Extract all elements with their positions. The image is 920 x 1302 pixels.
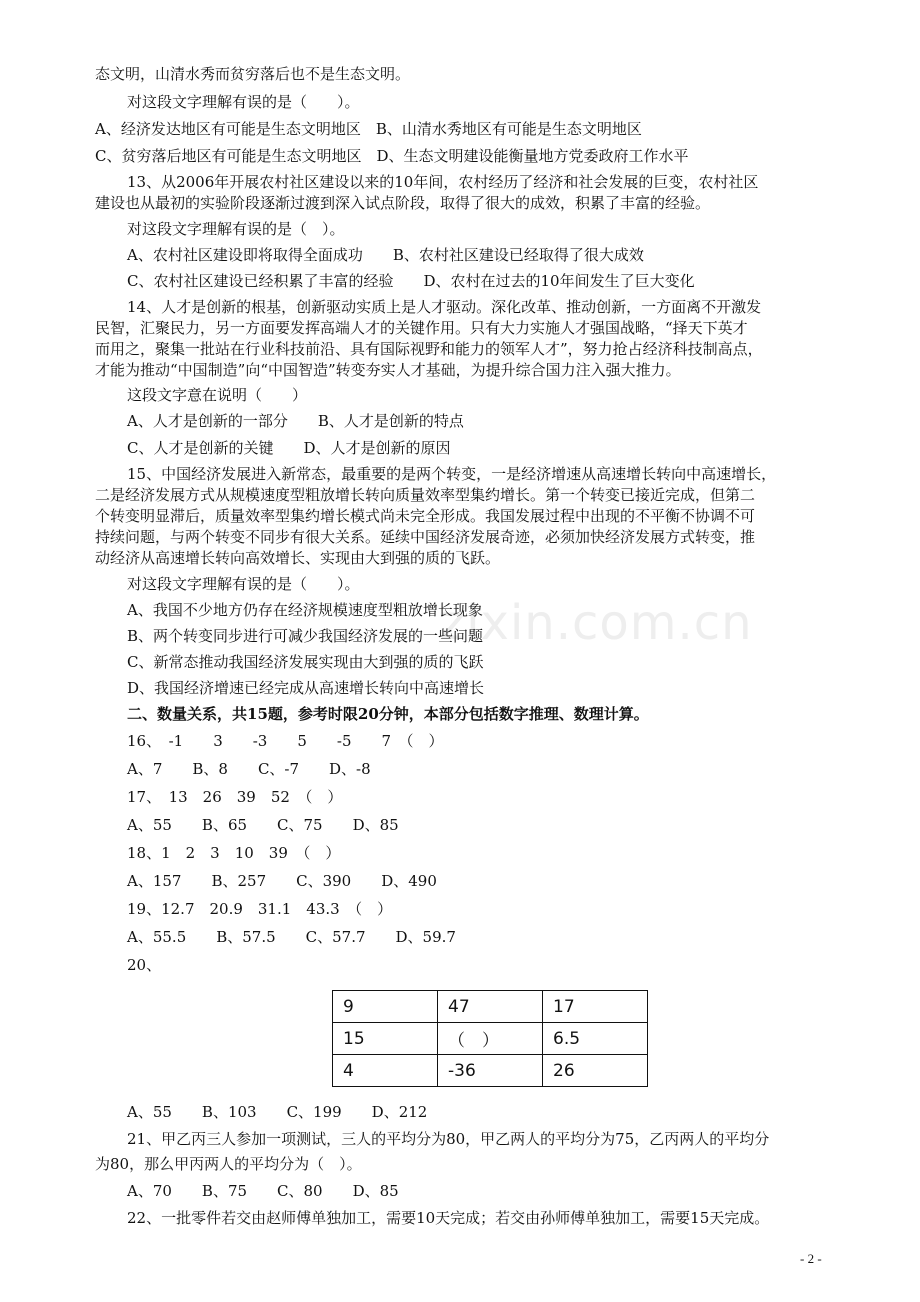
question-text: 16、 -1 3 -3 5 -5 7 （ ） [127, 732, 444, 750]
answer-options: A、55 B、65 C、75 D、85 [127, 816, 399, 834]
text-line: 民智，汇聚民力，另一方面要发挥高端人才的关键作用。只有大力实施人才强国战略，“择天下英才 [95, 319, 748, 337]
question-text: 22、一批零件若交由赵师傅单独加工，需要10天完成；若交由孙师傅单独加工，需要15天完成。 [127, 1209, 770, 1227]
table-cell: 6.5 [543, 1023, 648, 1055]
table-row [333, 1055, 648, 1087]
answer-options: A、人才是创新的一部分 B、人才是创新的特点 [127, 412, 464, 430]
question-prompt: 这段文字意在说明（ ） [127, 386, 308, 404]
question-prompt: 对这段文字理解有误的是（ ）。 [127, 93, 360, 111]
question-prompt: 对这段文字理解有误的是（ ）。 [127, 220, 345, 238]
answer-options: C、农村社区建设已经积累了丰富的经验 D、农村在过去的10年间发生了巨大变化 [127, 272, 695, 290]
answer-options: C、人才是创新的关键 D、人才是创新的原因 [127, 439, 451, 457]
answer-option: D、我国经济增速已经完成从高速增长转向中高速增长 [127, 679, 485, 697]
text-line: 为80，那么甲丙两人的平均分为（ ）。 [95, 1155, 362, 1173]
text-line: 建设也从最初的实验阶段逐渐过渡到深入试点阶段，取得了很大的成效，积累了丰富的经验。 [95, 194, 711, 212]
answer-option: A、我国不少地方仍存在经济规模速度型粗放增长现象 [127, 601, 483, 619]
text-line: 态文明，山清水秀而贫穷落后也不是生态文明。 [95, 65, 411, 83]
table-row [333, 991, 648, 1023]
table-cell: 4 [333, 1055, 438, 1087]
answer-options: A、70 B、75 C、80 D、85 [127, 1182, 399, 1200]
question-text: 18、1 2 3 10 39 （ ） [127, 844, 341, 862]
question-text: 17、 13 26 39 52 （ ） [127, 788, 343, 806]
table-cell: 17 [543, 991, 648, 1023]
answer-options: A、经济发达地区有可能是生态文明地区 B、山清水秀地区有可能是生态文明地区 [95, 120, 642, 138]
question-text: 13、从2006年开展农村社区建设以来的10年间，农村经历了经济和社会发展的巨变，农村社区 [127, 173, 759, 191]
table-cell: （ ） [438, 1023, 543, 1055]
page-number: - 2 - [800, 1251, 822, 1266]
question-text: 15、中国经济发展进入新常态，最重要的是两个转变，一是经济增速从高速增长转向中高速增长， [127, 465, 777, 483]
answer-options: A、55 B、103 C、199 D、212 [127, 1103, 428, 1121]
answer-options: A、农村社区建设即将取得全面成功 B、农村社区建设已经取得了很大成效 [127, 246, 644, 264]
answer-option: B、两个转变同步进行可减少我国经济发展的一些问题 [127, 627, 484, 645]
table-cell: 47 [438, 991, 543, 1023]
table-cell: 26 [543, 1055, 648, 1087]
table-cell: -36 [438, 1055, 543, 1087]
text-line: 才能为推动“中国制造”向“中国智造”转变夯实人才基础，为提升综合国力注入强大推力。 [95, 361, 681, 379]
answer-options: A、7 B、8 C、-7 D、-8 [127, 760, 371, 778]
question-prompt: 对这段文字理解有误的是（ ）。 [127, 575, 360, 593]
text-line: 持续问题，与两个转变不同步有很大关系。延续中国经济发展奇迹，必须加快经济发展方式转变，推 [95, 528, 756, 546]
answer-options: A、157 B、257 C、390 D、490 [127, 872, 437, 890]
answer-options: A、55.5 B、57.5 C、57.7 D、59.7 [127, 928, 456, 946]
question-text: 21、甲乙丙三人参加一项测试，三人的平均分为80，甲乙两人的平均分为75，乙丙两人的平均分 [127, 1130, 770, 1148]
question-text: 14、人才是创新的根基，创新驱动实质上是人才驱动。深化改革、推动创新，一方面离不开激发 [127, 298, 762, 316]
answer-options: C、贫穷落后地区有可能是生态文明地区 D、生态文明建设能衡量地方党委政府工作水平 [95, 147, 689, 165]
question-text: 19、12.7 20.9 31.1 43.3 （ ） [127, 900, 393, 918]
table-cell: 15 [333, 1023, 438, 1055]
answer-option: C、新常态推动我国经济发展实现由大到强的质的飞跃 [127, 653, 484, 671]
text-line: 动经济从高速增长转向高效增长、实现由大到强的质的飞跃。 [95, 549, 501, 567]
number-table [332, 990, 648, 1087]
question-text: 20、 [127, 956, 162, 974]
text-line: 而用之，聚集一批站在行业科技前沿、具有国际视野和能力的领军人才”，努力抢占经济科技制高点， [95, 340, 763, 358]
text-line: 二是经济发展方式从规模速度型粗放增长转向质量效率型集约增长。第一个转变已接近完成，但第二 [95, 486, 756, 504]
section-heading: 二、数量关系，共15题，参考时限20分钟，本部分包括数字推理、数理计算。 [127, 705, 649, 723]
table-cell: 9 [333, 991, 438, 1023]
text-line: 个转变明显滞后，质量效率型集约增长模式尚未完全形成。我国发展过程中出现的不平衡不协调不可 [95, 507, 756, 525]
table-row [333, 1023, 648, 1055]
watermark: zixin.com.cn [440, 595, 753, 651]
